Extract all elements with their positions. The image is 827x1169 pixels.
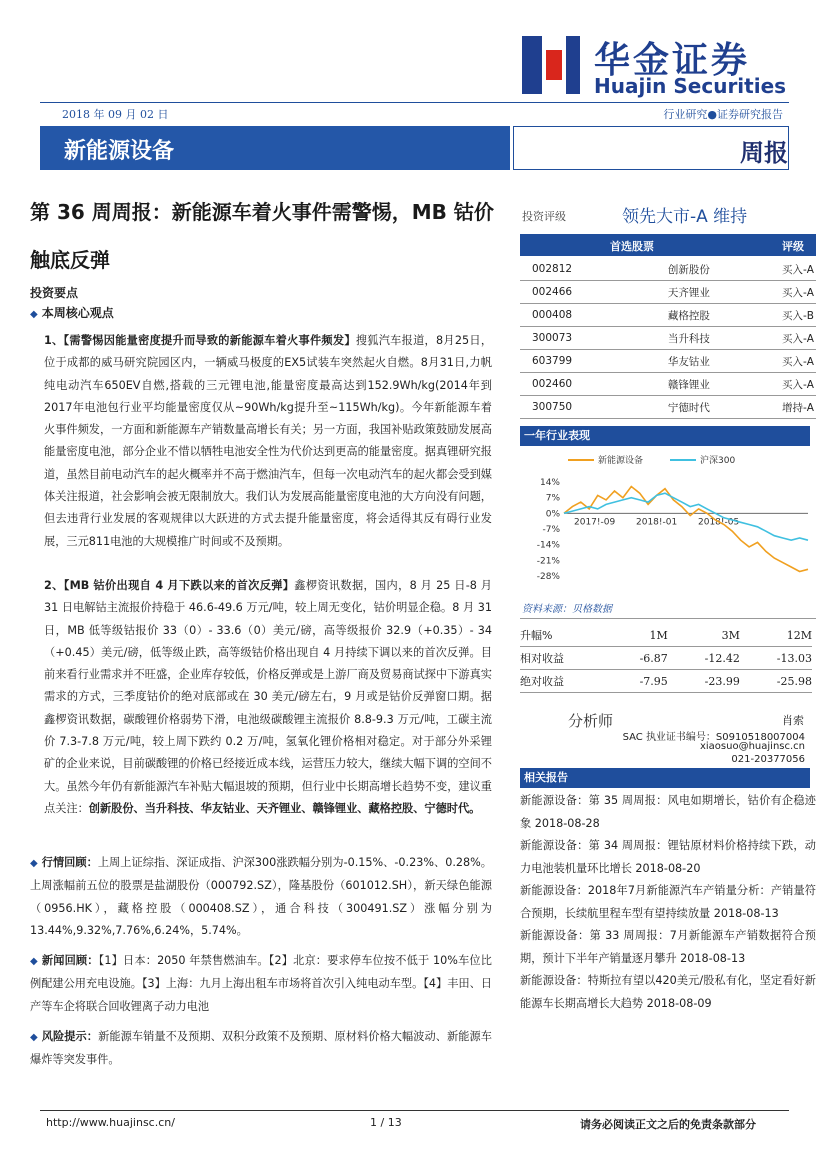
x-tick-label: 2018!-05 <box>698 517 740 528</box>
perf-cell: -7.95 <box>610 670 668 693</box>
logo-english-name: Huajin Securities <box>594 74 787 98</box>
perf-row <box>520 670 812 693</box>
perf-col-header: 3M <box>668 624 740 647</box>
source-rule <box>520 618 816 619</box>
y-tick-label: -7% <box>542 525 560 535</box>
paragraph-2-body: 鑫椤资讯数据，国内，8 月 25 日-8 月 31 日电解钴主流报价持稳于 46.6-49.6 万元/吨，较上周无变化，钴价明显企稳。8 月 31 日，MB 低等级钴报价 33（0）- 33.6（0）美元/磅，高等级报价 32.9（+0.35）- 34（+0.45）美元/磅，低等级止跌，高等级钴价格出现自 4 月持续下调以来的首次反弹。目前来看行业需求并不旺盛，企业库存较低，价格反弹或是上游厂商及贸易商试探中下游真实需求的方式，三季度钴价的绝对底部或在 30 美元/磅左右，9 月或是钴价反弹窗口期。据鑫椤资讯数据，碳酸锂价格弱势下滑，电池级碳酸锂主流报价 8.8-9.3 万元/吨，工碳主流价 7.3-7.8 万元/吨，较上周下跌约 0.2 万/吨，氢氧化锂价格相对稳定。对于部分外采锂矿的企业来说，目前碳酸锂的价格已经接近成本线，运营压力较大，继续大幅下调的空间不大。虽然今年仍有新能源汽车补贴大幅退坡的预期，但行业中长期高增长趋势不变，建议重点关注： <box>44 579 492 815</box>
stock-row <box>520 350 816 373</box>
report-type: 行业研究●证券研究报告 <box>663 108 783 121</box>
paragraph-2-heading: 2、【MB 钴价出现自 4 月下跌以来的首次反弹】 <box>44 579 295 592</box>
y-tick-label: -28% <box>536 572 560 582</box>
stock-row <box>520 258 816 281</box>
stock-code: 300073 <box>520 327 640 350</box>
stock-code: 000408 <box>520 304 640 327</box>
y-tick-label: 0% <box>545 509 560 520</box>
related-report-item[interactable]: 新能源设备：第 33 周周报：7月新能源车产销数据符合预期，预计下半年产销量逐月攀升 2018-08-13 <box>520 929 816 965</box>
page-number: 1 / 13 <box>370 1116 402 1129</box>
related-report-item[interactable]: 新能源设备：第 34 周周报：锂钴原材料价格持续下跌，动力电池装机量环比增长 2018-08-20 <box>520 839 816 875</box>
market-review: ◆ 行情回顾：上周上证综指、深证成指、沪深300涨跌幅分别为-0.15%、-0.23%、0.28%。上周涨幅前五位的股票是盐湖股份（000792.SZ），隆基股份（601012.SH），新天绿色能源（0956.HK），藏格控股（000408.SZ），通合科技（300491.SZ）涨幅分别为 13.44%,9.32%,7.76%,6.24%，5.74%。 <box>30 856 492 937</box>
header-rule <box>40 102 789 103</box>
perf-cell: -23.99 <box>668 670 740 693</box>
perf-col-header: 升幅% <box>520 624 610 647</box>
y-tick-label: -21% <box>536 556 560 567</box>
stock-name: 赣锋锂业 <box>640 373 737 396</box>
stock-code: 002460 <box>520 373 640 396</box>
perf-cell: -6.87 <box>610 647 668 670</box>
report-kind: 周报 <box>740 139 788 167</box>
diamond-icon: ◆ <box>30 956 38 967</box>
stock-rating: 增持-A <box>737 396 816 419</box>
key-points-heading: 投资要点 <box>30 286 79 300</box>
footer-rule <box>40 1110 789 1111</box>
stock-rating: 买入-A <box>737 258 816 281</box>
legend-label: 新能源设备 <box>598 456 644 466</box>
related-report-item[interactable]: 新能源设备：第 35 周周报：风电如期增长，钴价有企稳迹象 2018-08-28 <box>520 794 816 830</box>
stock-row <box>520 327 816 350</box>
paragraph-1 <box>44 330 492 553</box>
perf-cell: -13.03 <box>740 647 812 670</box>
report-date: 2018 年 09 月 02 日 <box>62 108 169 121</box>
core-view-heading: ◆ 本周核心观点 <box>30 306 114 320</box>
stock-rating: 买入-A <box>737 327 816 350</box>
paragraph-2 <box>44 575 492 820</box>
perf-col-header: 1M <box>610 624 668 647</box>
stock-row <box>520 373 816 396</box>
industry-performance-chart <box>520 448 816 590</box>
footer-url[interactable]: http://www.huajinsc.cn/ <box>46 1116 175 1129</box>
rating-label: 投资评级 <box>522 210 566 223</box>
chart-source: 资料来源：贝格数据 <box>522 604 612 615</box>
stock-rating: 买入-A <box>737 373 816 396</box>
legend-label: 沪深300 <box>700 456 736 466</box>
analyst-cert: SAC 执业证书编号：S0910518007004 <box>622 732 805 743</box>
stock-table <box>520 258 816 419</box>
analyst-phone: 021-20377056 <box>731 754 805 765</box>
perf-cell: -12.42 <box>668 647 740 670</box>
stock-rating: 买入-A <box>737 281 816 304</box>
stock-row <box>520 396 816 419</box>
related-report-item[interactable]: 新能源设备：2018年7月新能源汽车产销量分析：产销量符合预期，长续航里程车型有望持续放量 2018-08-13 <box>520 884 816 920</box>
analyst-title: 分析师 <box>568 712 614 730</box>
analyst-email: xiaosuo@huajinsc.cn <box>699 741 805 752</box>
x-tick-label: 2018!-01 <box>636 517 678 528</box>
perf-row <box>520 647 812 670</box>
y-tick-label: 7% <box>545 493 560 504</box>
y-tick-label: -14% <box>536 540 560 551</box>
performance-section-header: 一年行业表现 <box>520 426 810 446</box>
perf-cell: 绝对收益 <box>520 670 610 693</box>
stock-row <box>520 281 816 304</box>
performance-table <box>520 624 812 693</box>
stock-name: 当升科技 <box>640 327 737 350</box>
stock-name: 藏格控股 <box>640 304 737 327</box>
stock-rating: 买入-B <box>737 304 816 327</box>
paragraph-1-heading: 1、【需警惕因能量密度提升而导致的新能源车着火事件频发】 <box>44 334 356 347</box>
stock-table-header: 首选股票 评级 <box>520 234 816 256</box>
stock-name: 创新股份 <box>640 258 737 281</box>
stock-rating: 买入-A <box>737 350 816 373</box>
recommended-stocks: 创新股份、当升科技、华友钴业、天齐锂业、赣锋锂业、藏格控股、宁德时代。 <box>88 801 481 815</box>
perf-col-header: 12M <box>740 624 812 647</box>
stock-row <box>520 304 816 327</box>
analyst-name: 肖索 <box>782 714 804 727</box>
paragraph-1-body: 搜狐汽车报道，8月25日，位于成都的威马研究院园区内，一辆威马极度的EX5试装车突然起火自燃。8月31日,力帆纯电动汽车650EV自燃,搭载的三元锂电池,能量密度最高达到152.9Wh/kg(2014年到2017年电池包行业平均能量密度仅从~90Wh/kg提升至~115Wh/kg)。今年新能源车着火事件频发，一方面和新能源车产销数量高增长有关；另一方面，我国补贴政策鼓励发展高能量密度电池，部分企业不惜以牺牲电池安全性为代价达到更高的能量密度。据真锂研究报道，虽然目前电动汽车的起火概率并不高于燃油汽车，但每一次电动汽车的起火都会受到媒体关注报道，社会影响会被无限制放大。我们认为发展高能量密度电池的大方向没有问题，但去违背行业发展的客观规律以大跃进的方式去提升能量密度，将会适得其反有碍行业发展，三元811电池的大规模推广时间或不及预期。 <box>44 334 493 548</box>
x-tick-label: 2017!-09 <box>574 517 616 528</box>
related-reports-list <box>520 790 816 1015</box>
diamond-icon: ◆ <box>30 858 38 869</box>
related-reports-header: 相关报告 <box>520 768 810 788</box>
risk-warning: ◆ 风险提示：新能源车销量不及预期、双积分政策不及预期、原材料价格大幅波动、新能源车爆炸等突发事件。 <box>30 1030 492 1067</box>
report-title: 第 36 周周报：新能源车着火事件需警惕，MB 钴价触底反弹 <box>30 200 494 272</box>
related-report-item[interactable]: 新能源设备：特斯拉有望以420美元/股私有化，坚定看好新能源车长期高增长大趋势 2018-08-09 <box>520 974 816 1010</box>
stock-name: 天齐锂业 <box>640 281 737 304</box>
diamond-icon: ◆ <box>30 1032 38 1043</box>
company-logo-mark <box>522 36 580 94</box>
stock-code: 603799 <box>520 350 640 373</box>
stock-name: 宁德时代 <box>640 396 737 419</box>
sector-title: 新能源设备 <box>64 139 175 164</box>
rating-value: 领先大市-A 维持 <box>622 207 748 227</box>
logo-chinese-name: 华金证券 <box>594 40 751 81</box>
series-line-new-energy <box>564 487 808 572</box>
stock-name: 华友钴业 <box>640 350 737 373</box>
diamond-icon: ◆ <box>30 309 38 320</box>
news-review: ◆ 新闻回顾：【1】日本：2050 年禁售燃油车。【2】北京：要求停车位按不低于 10%车位比例配建公用充电设施。【3】上海：九月上海出租车市场将首次引入纯电动车型。【4】丰田、日产等车企将联合回收锂离子动力电池 <box>30 954 492 1013</box>
stock-code: 002466 <box>520 281 640 304</box>
stock-code: 002812 <box>520 258 640 281</box>
perf-cell: -25.98 <box>740 670 812 693</box>
stock-code: 300750 <box>520 396 640 419</box>
disclaimer-notice: 请务必阅读正文之后的免责条款部分 <box>580 1118 756 1131</box>
y-tick-label: 14% <box>539 478 560 488</box>
perf-cell: 相对收益 <box>520 647 610 670</box>
